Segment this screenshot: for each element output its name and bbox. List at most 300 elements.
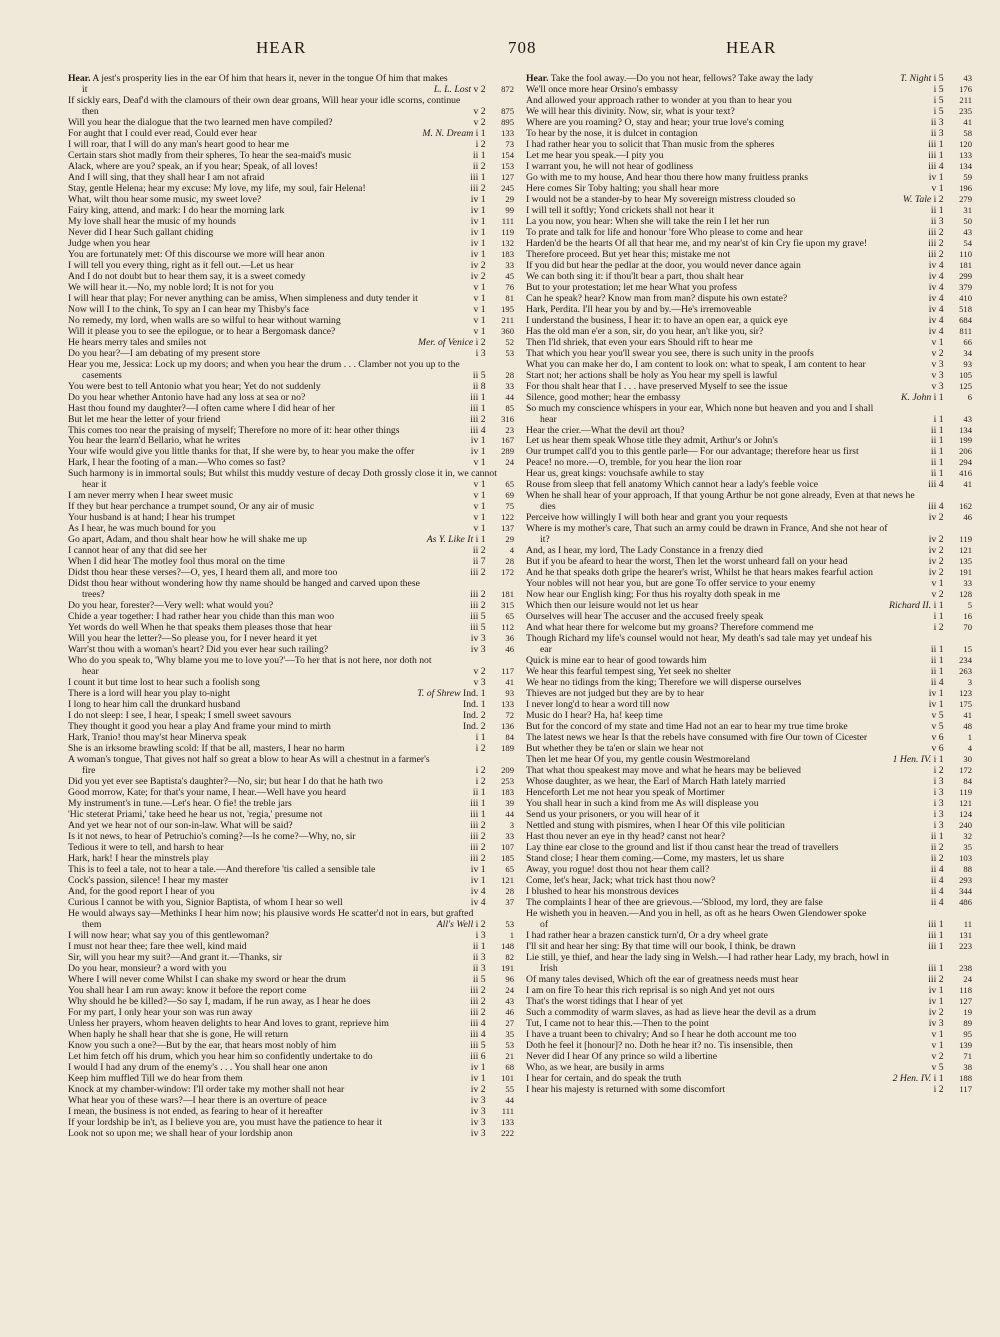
act-scene: ii 2 [472,160,486,172]
quotation-text: My love shall hear the music of my hounds [68,215,236,227]
act-scene: i 2 [475,776,486,787]
line-number: 131 [959,929,972,940]
quotation-text: When he shall hear of your approach, If that young Arthur be not gone already, Even at that news he dies [526,490,915,513]
concordance-entry [526,831,972,842]
citation-reference [467,1007,514,1018]
citation-reference [931,798,972,809]
quotation-text: The latest news we hear Is that the rebels have consumed with fire Our town of Cicester [526,732,868,744]
line-number: 16 [963,611,972,622]
act-scene: v 5 [931,1061,944,1073]
concordance-entry [526,260,972,271]
quotation-text: We hear no tidings from the king; Therefore we will disperse ourselves [526,677,802,689]
line-number: 316 [501,413,514,424]
act-scene: i 1 [933,754,944,766]
concordance-entry [526,732,972,743]
citation-reference [470,490,514,501]
quotation-text: I will hear that play; For never anything can be amiss, When simpleness and duty tender it [68,292,418,304]
act-scene: iii 1 [928,918,944,930]
line-number: 117 [501,666,514,677]
line-number: 133 [501,127,514,138]
concordance-entry [526,293,972,304]
quotation-text: Doth he feel it [honour]? no. Doth he hear it? no. Tis insensible, then [526,1039,793,1051]
citation-reference [928,1029,972,1040]
act-scene: iii 1 [928,138,944,150]
act-scene: v 3 [931,380,944,392]
quotation-text: Do you hear whether Antonio have had any loss at sea or no? [68,391,306,403]
line-number: 72 [505,710,514,721]
quotation-text: Peace! no more.—O, tremble, for you hear the lion roar [526,457,742,469]
line-number: 82 [505,951,514,962]
concordance-entry [68,743,514,754]
act-scene: i 2 [933,193,944,205]
concordance-entry [68,688,514,699]
citation-reference [467,831,514,842]
line-number: 111 [501,215,514,226]
concordance-entry [526,216,972,227]
concordance-entry [68,271,514,282]
act-scene: iii 2 [928,226,944,238]
quotation-text: I long to hear him call the drunkard husband [68,699,241,711]
citation-reference [467,1040,514,1051]
citation-reference [928,655,972,666]
line-number: 35 [505,1028,514,1039]
quotation-text: Hear. A jest's prosperity lies in the ear Of him that hears it, never in the tongue Of him that makes it [68,73,448,95]
citation-reference [928,183,972,194]
act-scene: v 1 [473,479,486,491]
line-number: 289 [501,446,514,457]
line-number: 872 [501,83,514,94]
quotation-text: And yet we hear not of our son-in-law. What will be said? [68,819,293,831]
act-scene: v 1 [473,501,486,513]
quotation-text: Your husband is at hand; I hear his trumpet [68,512,235,524]
line-number: 88 [963,863,972,874]
concordance-entry [526,194,972,205]
quotation-text: Music do I hear? Ha, ha! keep time [526,710,663,722]
quotation-text: Will it please you to see the epilogue, or to hear a Bergomask dance? [68,325,336,337]
citation-reference [931,765,972,776]
line-number: 43 [963,73,972,83]
act-scene: iv 1 [470,226,486,238]
line-number: 41 [963,710,972,721]
citation-reference [470,304,514,315]
line-number: 222 [501,1127,514,1138]
quotation-text: Let him fetch off his drum, which you hear him so confidently undertake to do [68,1050,373,1062]
citation-reference [931,820,972,831]
quotation-text: Ourselves will hear The accuser and the accused freely speak [526,611,764,623]
citation-reference [926,282,972,293]
quotation-text: Good morrow, Kate; for that's your name, I hear.—Well have you heard [68,786,346,798]
concordance-entry [68,820,514,831]
concordance-entry [68,183,514,194]
quotation-text: I count it but time lost to hear such a foolish song [68,677,260,689]
quotation-text: But whether they be ta'en or slain we hear not [526,743,704,755]
citation-reference [468,227,514,238]
quotation-text: I cannot hear of any that did see her [68,545,207,557]
citation-reference [470,117,514,128]
act-scene: i 5 [933,94,944,106]
line-number: 416 [959,468,972,479]
act-scene: v 2 [931,347,944,359]
concordance-entry [526,974,972,985]
quotation-text: Will you hear the dialogue that the two learned men have compiled? [68,116,333,128]
quotation-text: Stand close; I hear them coming.—Come, my masters, let us share [526,852,785,864]
line-number: 895 [501,116,514,127]
quotation-text: Your nobles will not hear you, but are gone To offer service to your enemy [526,578,816,590]
quotation-text: Do you hear, forester?—Very well: what would you? [68,600,274,612]
citation-reference [473,743,514,754]
line-number: 253 [501,776,514,786]
line-number: 93 [963,358,972,369]
concordance-entry [68,534,514,545]
quotation-text: I will roar, that I will do any man's heart good to hear me [68,138,289,150]
citation-reference [460,710,514,721]
citation-reference [467,414,514,425]
concordance-entry [68,73,514,95]
header-left-headword: HEAR [256,38,307,57]
quotation-text: I mean, the business is not ended, as fearing to hear of it hereafter [68,1105,323,1117]
concordance-entry [526,326,972,337]
quotation-text: And allowed your approach rather to wonder at you than to hear you [526,94,792,106]
citation-reference [925,161,972,172]
line-number: 111 [501,1105,514,1116]
act-scene: v 1 [473,490,486,502]
quotation-text: Send us your prisoners, or you will hear of it [526,808,700,820]
concordance-entry [526,457,972,468]
concordance-entry [68,897,514,908]
line-number: 70 [963,622,972,633]
act-scene: iii 2 [470,1006,486,1018]
page-number: 708 [508,38,537,57]
act-scene: iv 1 [470,204,486,216]
line-number: 59 [963,171,972,182]
act-scene: v 1 [473,292,486,304]
line-number: 105 [959,369,972,380]
line-number: 34 [963,347,972,358]
quotation-text: You hear the learn'd Bellario, what he writes [68,435,241,447]
citation-reference [460,721,514,732]
line-number: 121 [959,545,972,556]
concordance-entry [526,370,972,381]
concordance-entry [526,787,972,798]
act-scene: v 1 [931,578,944,590]
citation-reference [470,479,514,490]
citation-reference [467,567,514,578]
line-number: 27 [505,1017,514,1028]
concordance-entry [68,655,514,677]
act-scene: v 1 [473,303,486,315]
line-number: 153 [501,160,514,171]
line-number: 185 [501,852,514,863]
citation-reference [419,128,514,139]
concordance-entry [526,721,972,732]
citation-reference [931,809,972,820]
line-number: 15 [963,644,972,655]
line-number: 211 [959,94,972,105]
quotation-text: When haply he shall hear that she is gone, He will return [68,1028,289,1040]
citation-reference [468,271,514,282]
quotation-text: Rouse from sleep that fell anatomy Which cannot hear a lady's feeble voice [526,479,819,491]
line-number: 95 [963,1028,972,1039]
line-number: 209 [501,765,514,776]
quotation-text: You shall hear I am run away: know it before the report come [68,984,307,996]
concordance-entry [68,227,514,238]
concordance-entry [68,721,514,732]
quotation-text: Our trumpet call'd you to this gentle parle— For our advantage; therefore hear us first [526,446,859,458]
act-scene: i 2 [475,765,486,777]
citation-reference [928,875,972,886]
act-scene: i 3 [933,786,944,798]
citation-reference [928,359,972,370]
quotation-text: He wisheth you in heaven.—And you in hell, as oft as he hears Owen Glendower spoke of [526,907,867,930]
line-number: 1 [509,929,514,940]
line-number: 223 [959,940,972,951]
citation-reference [928,644,972,655]
play-title: All's Well [436,918,474,930]
citation-reference [931,106,972,117]
citation-reference [928,446,972,457]
concordance-entry [526,479,972,490]
quotation-text: Though Richard my life's counsel would not hear, My death's sad tale may yet undeaf his ear [526,633,872,656]
quotation-text: If you did but hear the pedlar at the door, you would never dance again [526,259,801,271]
quotation-text: I hear his majesty is returned with some discomfort [526,1083,726,1095]
line-number: 81 [505,292,514,303]
citation-reference [468,1062,514,1073]
citation-reference [928,1062,972,1073]
concordance-entry [526,403,972,425]
quotation-text: Do you hear, monsieur? a word with you [68,962,227,974]
citation-reference [468,1095,514,1106]
citation-reference [926,172,972,183]
quotation-text: Such harmony is in immortal souls; But whilst this muddy vesture of decay Doth grossly close it in, we cannot hear it [68,468,497,491]
citation-reference [926,556,972,567]
quotation-text: Therefore proceed. But yet hear this; mistake me not [526,248,731,260]
concordance-entry [526,545,972,556]
line-number: 75 [505,501,514,512]
concordance-entry [68,161,514,172]
concordance-entry [526,578,972,589]
quotation-text: Certain stars shot madly from their spheres, To hear the sea-maid's music [68,149,352,161]
line-number: 32 [963,830,972,841]
line-number: 279 [959,193,972,204]
quotation-text: Such a commodity of warm slaves, as had as lieve hear the devil as a drum [526,1006,817,1018]
line-number: 172 [959,765,972,776]
quotation-text: She is an irksome brawling scold: If that be all, masters, I hear no harm [68,743,345,755]
line-number: 875 [501,105,514,116]
concordance-entry [526,106,972,117]
act-scene: Ind. 2 [462,721,486,733]
quotation-text: If your lordship be in't, as I believe you are, you must have the patience to hear it [68,1116,383,1128]
quotation-text: Look not so upon me; we shall hear of your lordship anon [68,1127,293,1139]
quotation-text: We will hear this divinity. Now, sir, what is your text? [526,105,735,117]
act-scene: ii 2 [472,545,486,557]
act-scene: iv 1 [470,446,486,458]
act-scene: iii 4 [470,1028,486,1040]
citation-reference [468,238,514,249]
quotation-text: Curious I cannot be with you, Signior Baptista, of whom I hear so well [68,896,343,908]
concordance-entry [526,699,972,710]
concordance-entry [526,249,972,260]
citation-reference [467,172,514,183]
act-scene: iv 1 [470,435,486,447]
citation-reference [928,348,972,359]
line-number: 41 [505,677,514,688]
concordance-entry [68,996,514,1007]
line-number: 28 [505,885,514,896]
line-number: 53 [505,347,514,358]
quotation-text: We will hear it.—No, my noble lord; It is not for you [68,281,274,293]
line-number: 43 [505,995,514,1006]
act-scene: iv 2 [928,545,944,557]
act-scene: ii 1 [930,457,944,469]
concordance-entry [68,117,514,128]
citation-reference [470,666,514,677]
citation-reference [928,381,972,392]
line-number: 119 [959,534,972,545]
concordance-entry [68,831,514,842]
quotation-text: Now hear our English king; For thus his royalty doth speak in me [526,589,780,601]
act-scene: iii 2 [470,984,486,996]
citation-reference [926,512,972,523]
citation-reference [926,260,972,271]
act-scene: i 1 [933,600,944,612]
act-scene: i 3 [475,347,486,359]
line-number: 29 [505,534,514,545]
quotation-text: What, wilt thou hear some music, my sweet love? [68,193,262,205]
line-number: 93 [505,688,514,699]
act-scene: i 5 [933,73,944,84]
quotation-text: Knock at my chamber-window: I'll order take my mother shall not hear [68,1083,345,1095]
line-number: 344 [959,885,972,896]
concordance-entry [68,446,514,457]
concordance-entry [526,633,972,655]
concordance-entry [68,348,514,359]
concordance-entry [68,468,514,490]
concordance-entry [68,512,514,523]
act-scene: ii 1 [930,204,944,216]
concordance-entry [526,1073,972,1084]
citation-reference [467,842,514,853]
citation-reference [468,1073,514,1084]
act-scene: v 3 [473,677,486,689]
citation-reference [468,1106,514,1117]
concordance-entry [526,1084,972,1095]
act-scene: iv 3 [470,644,486,656]
concordance-entry [526,809,972,820]
act-scene: v 2 [473,116,486,128]
citation-reference [473,765,514,776]
quotation-text: Hear you me, Jessica: Lock up my doors; and when you hear the drum . . . Clamber not you up to the casements [68,358,460,381]
citation-reference [925,974,972,985]
concordance-entry [526,435,972,446]
concordance-entry [526,84,972,95]
concordance-entry [68,677,514,688]
act-scene: v 1 [931,1039,944,1051]
line-number: 196 [959,182,972,193]
quotation-text: Your wife would give you little thanks for that, If she were by, to hear you make the offer [68,446,415,458]
concordance-entry [68,754,514,776]
concordance-entry [68,1084,514,1095]
concordance-entry [68,1040,514,1051]
act-scene: iv 1 [470,874,486,886]
line-number: 132 [501,237,514,248]
quotation-text: As I hear, he was much bound for you [68,523,216,535]
quotation-text: Quick is mine ear to hear of good towards him [526,655,707,667]
quotation-text: Did you yet ever see Baptista's daughter?—No, sir; but hear I do that he hath two [68,776,383,787]
line-number: 45 [505,270,514,281]
quotation-text: Let me hear you speak.—I pity you [526,149,664,161]
act-scene: iv 4 [928,292,944,304]
quotation-text: That what thou speakest may move and what he hears may be believed [526,765,801,777]
quotation-text: This comes too near the praising of myself; Therefore no more of it: hear other things [68,424,400,436]
act-scene: ii 4 [930,896,944,908]
act-scene: iv 2 [470,259,486,271]
citation-reference [926,545,972,556]
quotation-text: That's the worst tidings that I hear of yet [526,995,683,1007]
citation-reference [931,611,972,622]
line-number: 133 [959,149,972,160]
citation-reference [467,809,514,820]
quotation-text: Nettled and stung with pismires, when I hear Of this vile politician [526,819,785,831]
citation-reference [470,370,514,381]
concordance-entry [68,1106,514,1117]
line-number: 4 [967,743,972,754]
citation-reference [467,1018,514,1029]
concordance-entry [526,282,972,293]
line-number: 46 [963,512,972,523]
concordance-entry [526,172,972,183]
concordance-entry [526,1062,972,1073]
concordance-entry [68,238,514,249]
line-number: 139 [959,1039,972,1050]
line-number: 52 [505,336,514,347]
line-number: 28 [505,369,514,380]
act-scene: v 2 [473,105,486,117]
citation-reference [470,787,514,798]
quotation-text: Go apart, Adam, and thou shalt hear how he will shake me up [68,534,307,546]
quotation-text: Tedious it were to tell, and harsh to hear [68,841,224,853]
act-scene: iii 5 [470,1039,486,1051]
play-title: K. John [901,391,932,403]
act-scene: iv 4 [928,259,944,271]
line-number: 73 [505,138,514,149]
act-scene: ii 2 [930,841,944,853]
play-title: M. N. Dream [422,127,474,139]
concordance-entry [68,304,514,315]
quotation-text: For my part, I only hear your son was run away [68,1006,253,1018]
quotation-text: For thou shalt hear that I . . . have preserved Myself to see the issue [526,380,788,392]
act-scene: iii 1 [470,797,486,809]
citation-reference [928,743,972,754]
act-scene: i 1 [933,611,944,623]
line-number: 36 [505,633,514,644]
concordance-entry [526,567,972,578]
citation-reference [473,348,514,359]
concordance-entry [526,73,972,84]
line-number: 167 [501,435,514,446]
line-number: 33 [505,380,514,391]
line-number: 118 [959,984,972,995]
citation-reference [926,996,972,1007]
act-scene: ii 5 [472,369,486,381]
line-number: 96 [505,973,514,984]
line-number: 183 [501,786,514,797]
line-number: 31 [963,204,972,215]
line-number: 24 [963,973,972,984]
citation-reference [468,644,514,655]
quotation-text: Do you hear?—I am debating of my present store [68,347,261,359]
act-scene: iii 1 [470,391,486,403]
act-scene: ii 8 [472,380,486,392]
